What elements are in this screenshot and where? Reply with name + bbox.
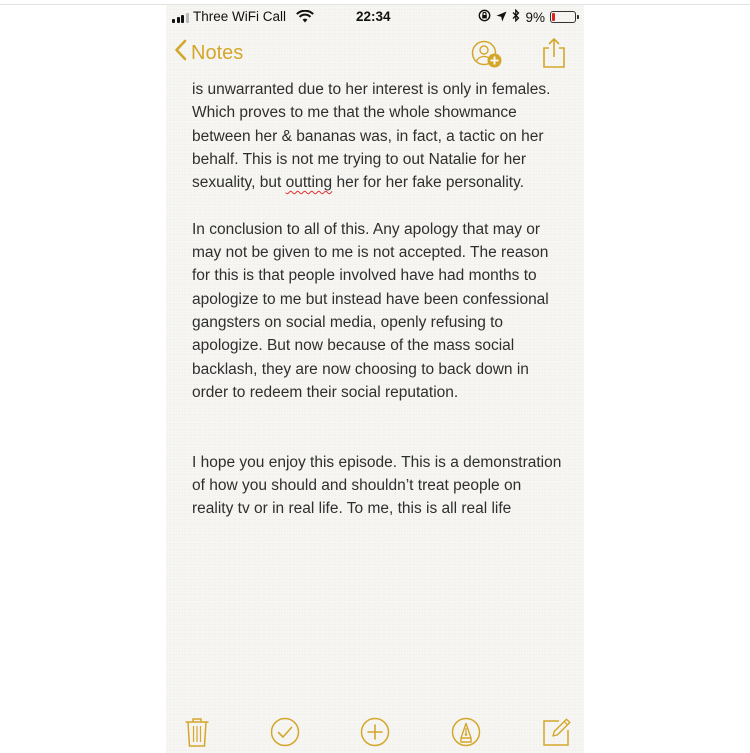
note-text: her for her fake personality. (332, 174, 525, 192)
note-paragraph: In conclusion to all of this. Any apology that may or may not be given to me is not accepted. The reason for this is that people involved have had months to apologize to me but instead have been confessional gangsters on social media, openly refusing to apologize. But now because of the mass social backlash, they are now choosing to back down in order to redeem their social reputation. (192, 220, 554, 401)
misspelled-word: outting (285, 174, 333, 192)
wifi-icon (296, 10, 314, 26)
markup-button[interactable] (451, 717, 481, 752)
signal-bars-icon (172, 13, 189, 23)
status-right-group (478, 9, 576, 25)
add-button[interactable] (360, 717, 390, 752)
share-button[interactable] (541, 37, 567, 74)
orientation-lock-icon (478, 9, 491, 25)
carrier-name: Three WiFi Call (193, 9, 287, 24)
delete-button[interactable] (184, 717, 210, 752)
trash-icon (184, 734, 210, 751)
nav-bar (166, 33, 584, 81)
compose-button[interactable] (542, 717, 572, 752)
note-paragraph (192, 78, 562, 194)
add-people-button[interactable] (471, 40, 503, 75)
back-label: Notes (191, 41, 244, 64)
compose-icon (542, 734, 572, 751)
note-paragraph: I hope you enjoy this episode. This is a demonstration of how you should and shouldn’t treat people on reality tv or in real life. To me, this is all real life (192, 453, 566, 518)
phone-screen (166, 5, 584, 753)
checkmark-circle-icon (270, 734, 300, 751)
share-icon (541, 56, 567, 73)
checklist-button[interactable] (270, 717, 300, 752)
pen-tip-circle-icon (451, 734, 481, 751)
chevron-left-icon (174, 39, 187, 67)
plus-circle-icon (360, 734, 390, 751)
location-arrow-icon (496, 10, 507, 25)
back-button[interactable] (174, 39, 243, 67)
note-body[interactable] (192, 78, 566, 521)
battery-percent: 9% (525, 9, 545, 25)
status-bar (166, 5, 584, 29)
note-text: is unwarranted due to her interest is only in females. Which proves to me that the whole showmance between her & bananas was, in fact, a tactic on her behalf. This is not me trying to out Natalie for her sexuality, but (192, 81, 555, 192)
bluetooth-icon (512, 9, 520, 25)
status-time: 22:34 (356, 9, 391, 24)
battery-icon (550, 11, 576, 23)
add-people-icon (471, 57, 503, 74)
bottom-toolbar (166, 709, 584, 753)
